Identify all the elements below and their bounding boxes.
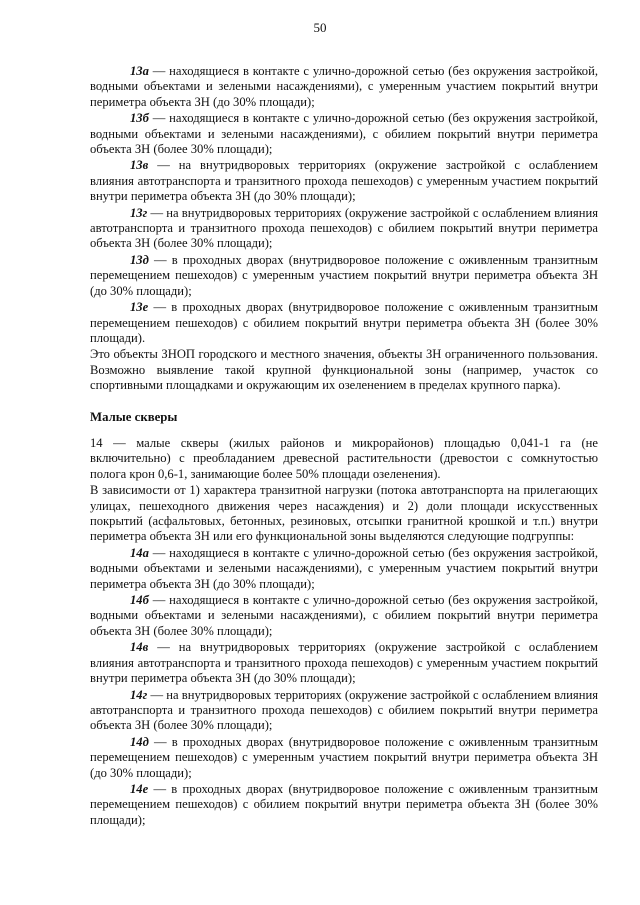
closing-paragraph: Это объекты ЗНОП городского и местного значения, объекты ЗН ограниченного пользования. Возможно выявление такой крупной функциональной зоны (например, участок со спортивными площадками и окружающим их озеленением в пределах крупного парка). xyxy=(90,347,598,393)
list-item xyxy=(90,640,598,686)
subgroup-code: 13в xyxy=(130,158,149,173)
subgroup-code: 14а xyxy=(130,545,149,560)
subgroup-text: — в проходных дворах (внутридворовое положение с оживленным транзитным перемещением пешеходов) с обилием покрытий внутри периметра объекта ЗН (более 30% площади); xyxy=(90,781,598,827)
subgroup-code: 14б xyxy=(130,593,149,608)
list-item xyxy=(90,64,598,110)
subgroup-text: — находящиеся в контакте с улично-дорожной сетью (без окружения застройкой, водными объектами и зелеными насаждениями), с обилием покрытий внутри периметра объекта ЗН (более 30% площади); xyxy=(90,593,598,638)
list-item xyxy=(90,300,598,346)
page-number: 50 xyxy=(313,20,327,35)
list-item xyxy=(90,111,598,157)
list-item xyxy=(90,253,598,299)
subgroup-code: 14д xyxy=(130,734,149,749)
section-13-block xyxy=(90,64,598,395)
list-item xyxy=(90,688,598,734)
subgroup-text: — на внутридворовых территориях (окружение застройкой с ослаблением влияния автотранспорта и транзитного прохода пешеходов) с умеренным участием покрытий внутри периметра объекта ЗН (до 30% площади); xyxy=(90,158,598,204)
section-heading: Малые скверы xyxy=(90,410,178,424)
list-item xyxy=(90,593,598,639)
subgroup-text: — на внутридворовых территориях (окружение застройкой с ослаблением влияния автотранспорта и транзитного прохода пешеходов) с обилием покрытий внутри периметра объекта ЗН (более 30% площади); xyxy=(90,205,598,251)
list-item xyxy=(90,158,598,204)
subgroup-text: — в проходных дворах (внутридворовое положение с оживленным транзитным перемещением пешеходов) с умеренным участием покрытий внутри периметра объекта ЗН (до 30% площади); xyxy=(90,734,598,780)
subgroup-code: 13б xyxy=(130,111,149,126)
subgroup-text: — находящиеся в контакте с улично-дорожной сетью (без окружения застройкой, водными объектами и зелеными насаждениями), с обилием покрытий внутри периметра объекта ЗН (более 30% площади); xyxy=(90,111,598,157)
subgroup-code: 14г xyxy=(130,687,148,702)
list-item xyxy=(90,206,598,252)
subgroup-text: — находящиеся в контакте с улично-дорожной сетью (без окружения застройкой, водными объектами и зелеными насаждениями), с умеренным участием покрытий внутри периметра объекта ЗН (до 30% площади); xyxy=(90,64,598,109)
section-14-block xyxy=(90,436,598,829)
subgroup-text: — на внутридворовых территориях (окружение застройкой с ослаблением влияния автотранспорта и транзитного прохода пешеходов) с обилием покрытий внутри периметра объекта ЗН (более 30% площади); xyxy=(90,687,598,733)
list-item xyxy=(90,546,598,592)
subgroup-text: — в проходных дворах (внутридворовое положение с оживленным транзитным перемещением пешеходов) с обилием покрытий внутри периметра объекта ЗН (более 30% площади). xyxy=(90,300,598,345)
subgroup-text: — в проходных дворах (внутридворовое положение с оживленным транзитным перемещением пешеходов) с умеренным участием покрытий внутри периметра объекта ЗН (до 30% площади); xyxy=(90,252,598,298)
list-item xyxy=(90,782,598,828)
subgroup-text: — на внутридворовых территориях (окружение застройкой с ослаблением влияния автотранспорта и транзитного прохода пешеходов) с умеренным участием покрытий внутри периметра объекта ЗН (до 30% площади); xyxy=(90,640,598,686)
subgroup-code: 13г xyxy=(130,205,148,220)
subgroup-text: — находящиеся в контакте с улично-дорожной сетью (без окружения застройкой, водными объектами и зелеными насаждениями), с умеренным участием покрытий внутри периметра объекта ЗН (до 30% площади); xyxy=(90,545,598,591)
subgroup-code: 14в xyxy=(130,640,149,655)
subgroup-code: 14е xyxy=(130,781,149,796)
subgroup-code: 13а xyxy=(130,64,149,78)
definition-paragraph: 14 — малые скверы (жилых районов и микрорайонов) площадью 0,041-1 га (не включительно) с преобладанием древесной растительности (древостои с сомкнутостью полога крон 0,6-1, занимающие более 50% площади озеленения). xyxy=(90,436,598,481)
subgroup-code: 13д xyxy=(130,252,149,267)
subgroup-code: 13е xyxy=(130,300,149,315)
list-item xyxy=(90,735,598,781)
intro-paragraph: В зависимости от 1) характера транзитной нагрузки (потока автотранспорта на прилегающих улицах, пешеходного движения через насаждения) и 2) доли площади искусственных покрытий (асфальтовых, бетонных, резиновых, отсыпки гранитной крошкой и т.п.) внутри периметра объекта ЗН или его функциональной зоны выделяются следующие подгруппы: xyxy=(90,483,598,544)
